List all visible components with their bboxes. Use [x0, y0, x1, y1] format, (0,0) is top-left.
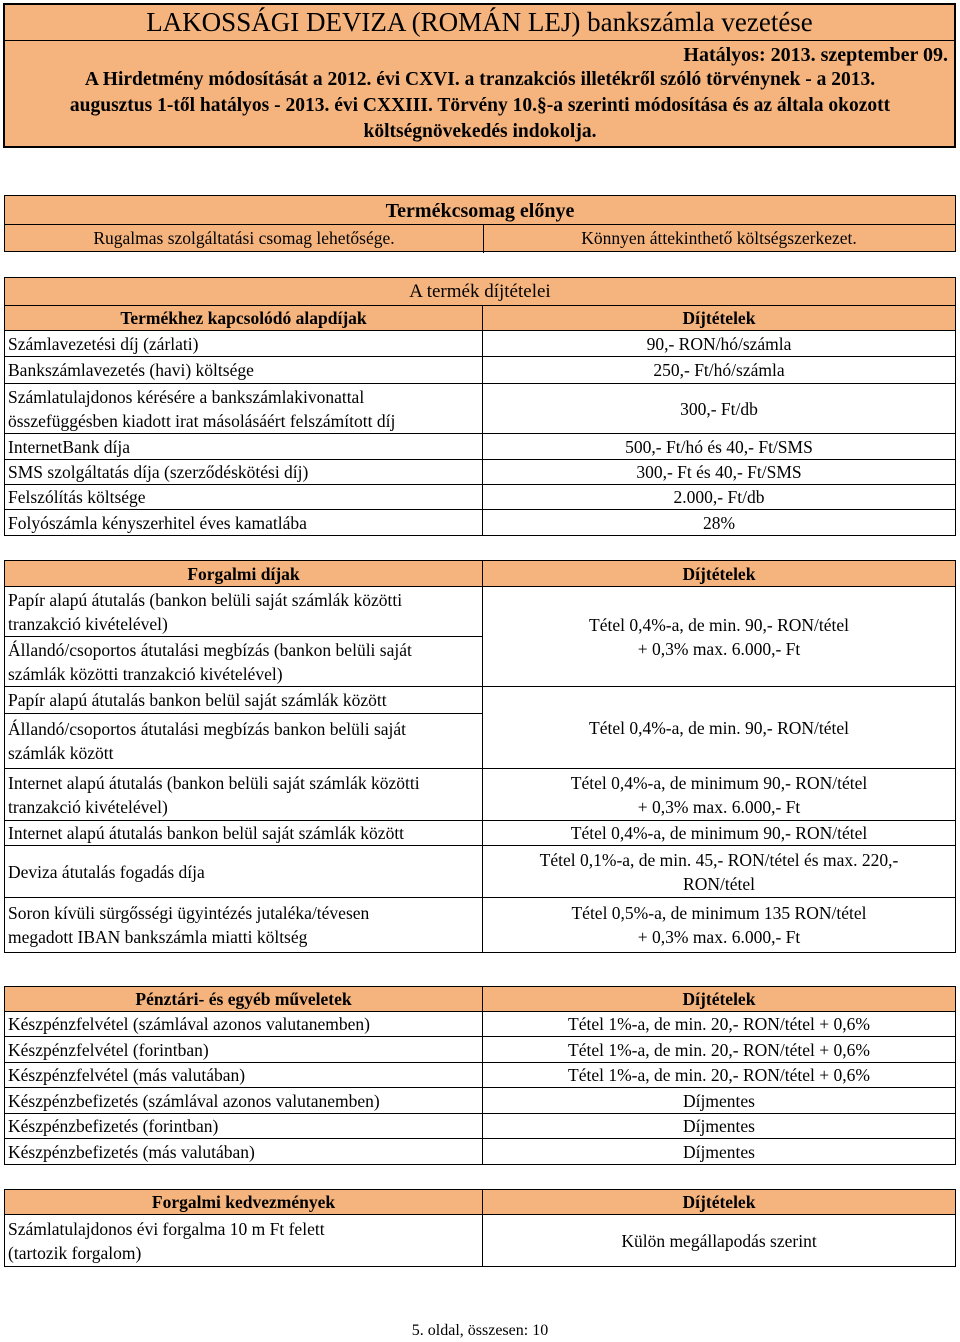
fee-label: Internet alapú átutalás bankon belül saját számlák között — [5, 821, 483, 846]
table-row — [5, 898, 956, 953]
fee-value: Tétel 0,4%-a, de minimum 90,- RON/tétel — [483, 821, 956, 846]
fee-label: Készpénzbefizetés (más valutában) — [5, 1139, 483, 1165]
advantage-left: Rugalmas szolgáltatási csomag lehetősége. — [5, 224, 484, 253]
fee-label — [5, 714, 483, 769]
fee-value — [483, 769, 956, 821]
table-row — [5, 1088, 956, 1114]
table-row — [5, 587, 956, 637]
table-row — [5, 846, 956, 898]
fee-label-line: számlák között — [8, 743, 114, 763]
fee-label-line: összefüggésben kiadott irat másolásáért felszámított díj — [8, 410, 396, 431]
fee-value: Díjmentes — [483, 1088, 956, 1114]
fee-label-line: tranzakció kivételével) — [8, 796, 168, 817]
column-header: Termékhez kapcsolódó alapdíjak — [5, 306, 483, 331]
table-row — [5, 1063, 956, 1088]
fee-value: 500,- Ft/hó és 40,- Ft/SMS — [483, 434, 956, 460]
fee-label-line: Állandó/csoportos átutalási megbízás (bankon belüli saját — [8, 639, 412, 660]
fee-label-line: Állandó/csoportos átutalási megbízás bankon belüli saját — [8, 719, 407, 739]
fee-label — [5, 384, 483, 434]
fee-value-line: + 0,3% max. 6.000,- Ft — [637, 927, 801, 947]
fee-value: 90,- RON/hó/számla — [483, 331, 956, 357]
fee-value-line: + 0,3% max. 6.000,- Ft — [637, 796, 801, 817]
table-row — [5, 1037, 956, 1063]
column-header: Díjtételek — [483, 306, 956, 331]
product-advantages — [4, 195, 956, 252]
column-header: Forgalmi kedvezmények — [5, 1190, 483, 1215]
table-row — [5, 331, 956, 357]
fee-value: 300,- Ft/db — [483, 384, 956, 434]
fee-value: Díjmentes — [483, 1139, 956, 1165]
fee-value: Tétel 0,4%-a, de min. 90,- RON/tétel — [483, 687, 956, 769]
fee-value-line: RON/tétel — [683, 873, 755, 894]
fee-label: InternetBank díja — [5, 434, 483, 460]
table-row — [5, 510, 956, 536]
table-row — [5, 769, 956, 821]
fee-label — [5, 769, 483, 821]
fee-value: Tétel 1%-a, de min. 20,- RON/tétel + 0,6% — [483, 1012, 956, 1037]
fee-label-line: megadott IBAN bankszámla miatti költség — [8, 927, 308, 947]
table-row — [5, 687, 956, 714]
traffic-fees-table — [4, 560, 956, 953]
fee-label — [5, 587, 483, 637]
fee-label: SMS szolgáltatás díja (szerződéskötési díj) — [5, 460, 483, 485]
column-header: Forgalmi díjak — [5, 561, 483, 587]
page-number: 5. oldal, összesen: 10 — [411, 1322, 549, 1339]
column-header: Díjtételek — [483, 561, 956, 587]
fee-value — [483, 898, 956, 953]
fee-label — [5, 898, 483, 953]
notice-line: A Hirdetmény módosítását a 2012. évi CXVI. a tranzakciós illetékről szóló törvénynek - a 2013. — [84, 69, 876, 90]
fee-label: Készpénzbefizetés (számlával azonos valutanemben) — [5, 1088, 483, 1114]
table-row — [5, 460, 956, 485]
page-title: LAKOSSÁGI DEVIZA (ROMÁN LEJ) bankszámla vezetése — [5, 5, 954, 41]
fee-label: Folyószámla kényszerhitel éves kamatlába — [5, 510, 483, 536]
fee-label: Felszólítás költsége — [5, 485, 483, 510]
fee-label: Deviza átutalás fogadás díja — [5, 846, 483, 898]
fee-label-line: számlák közötti tranzakció kivételével) — [8, 663, 283, 684]
fee-label: Készpénzfelvétel (más valutában) — [5, 1063, 483, 1088]
table-row — [5, 1012, 956, 1037]
fee-label-line: Számlatulajdonos évi forgalma 10 m Ft felett — [8, 1218, 325, 1239]
table-row — [5, 384, 956, 434]
fee-label: Készpénzfelvétel (számlával azonos valutanemben) — [5, 1012, 483, 1037]
table-row — [5, 485, 956, 510]
basic-fees-table — [4, 277, 956, 536]
fee-label-line: Internet alapú átutalás (bankon belüli saját számlák közötti — [8, 772, 420, 793]
fee-label: Számlavezetési díj (zárlati) — [5, 331, 483, 357]
fee-label-line: tranzakció kivételével) — [8, 613, 168, 634]
header-box — [3, 3, 956, 148]
table-row — [5, 1114, 956, 1139]
fee-label: Készpénzbefizetés (forintban) — [5, 1114, 483, 1139]
table-row — [5, 1139, 956, 1165]
fee-label-line: Soron kívüli sürgősségi ügyintézés jutaléka/tévesen — [8, 903, 370, 923]
fee-value: 28% — [483, 510, 956, 536]
cash-operations-table — [4, 986, 956, 1165]
fee-label: Papír alapú átutalás bankon belül saját számlák között — [5, 687, 483, 714]
fee-value-line: Tétel 0,1%-a, de min. 45,- RON/tétel és max. 220,- — [539, 849, 899, 870]
fee-value: Tétel 1%-a, de min. 20,- RON/tétel + 0,6% — [483, 1063, 956, 1088]
table-row — [5, 821, 956, 846]
fee-label — [5, 1215, 483, 1267]
notice-text — [25, 67, 935, 145]
fee-value-line: Tétel 0,5%-a, de minimum 135 RON/tétel — [571, 903, 867, 923]
fee-label-line: Számlatulajdonos kérésére a bankszámlakivonattal — [8, 386, 365, 407]
column-header: Díjtételek — [483, 1190, 956, 1215]
fee-label: Készpénzfelvétel (forintban) — [5, 1037, 483, 1063]
notice-line: költségnövekedés indokolja. — [363, 121, 597, 142]
advantages-title: Termékcsomag előnye — [385, 200, 575, 222]
fee-value: Külön megállapodás szerint — [483, 1215, 956, 1267]
fee-label-line: (tartozik forgalom) — [8, 1242, 142, 1263]
column-header: Díjtételek — [483, 987, 956, 1012]
table-row — [5, 434, 956, 460]
fee-label: Bankszámlavezetés (havi) költsége — [5, 357, 483, 384]
notice-line: augusztus 1-től hatályos - 2013. évi CXXIII. Törvény 10.§-a szerinti módosítása és az általa okozott — [69, 95, 891, 116]
fee-value — [483, 846, 956, 898]
fee-value-line: + 0,3% max. 6.000,- Ft — [637, 638, 801, 659]
fee-value: Tétel 1%-a, de min. 20,- RON/tétel + 0,6% — [483, 1037, 956, 1063]
traffic-discounts-table — [4, 1189, 956, 1267]
fee-value — [483, 587, 956, 687]
table-row — [5, 357, 956, 384]
fee-label-line: Papír alapú átutalás (bankon belüli saját számlák közötti — [8, 589, 403, 610]
fee-value: 2.000,- Ft/db — [483, 485, 956, 510]
fee-value: 250,- Ft/hó/számla — [483, 357, 956, 384]
effective-date: Hatályos: 2013. szeptember 09. — [683, 44, 948, 66]
fee-value-line: Tétel 0,4%-a, de min. 90,- RON/tétel — [589, 614, 849, 635]
fees-title: A termék díjtételei — [5, 278, 956, 306]
fee-value: Díjmentes — [483, 1114, 956, 1139]
fee-value: 300,- Ft és 40,- Ft/SMS — [483, 460, 956, 485]
advantage-right: Könnyen áttekinthető költségszerkezet. — [483, 224, 955, 253]
table-row — [5, 1215, 956, 1267]
fee-value-line: Tétel 0,4%-a, de minimum 90,- RON/tétel — [570, 772, 868, 793]
fee-label — [5, 637, 483, 687]
column-header: Pénztári- és egyéb műveletek — [5, 987, 483, 1012]
